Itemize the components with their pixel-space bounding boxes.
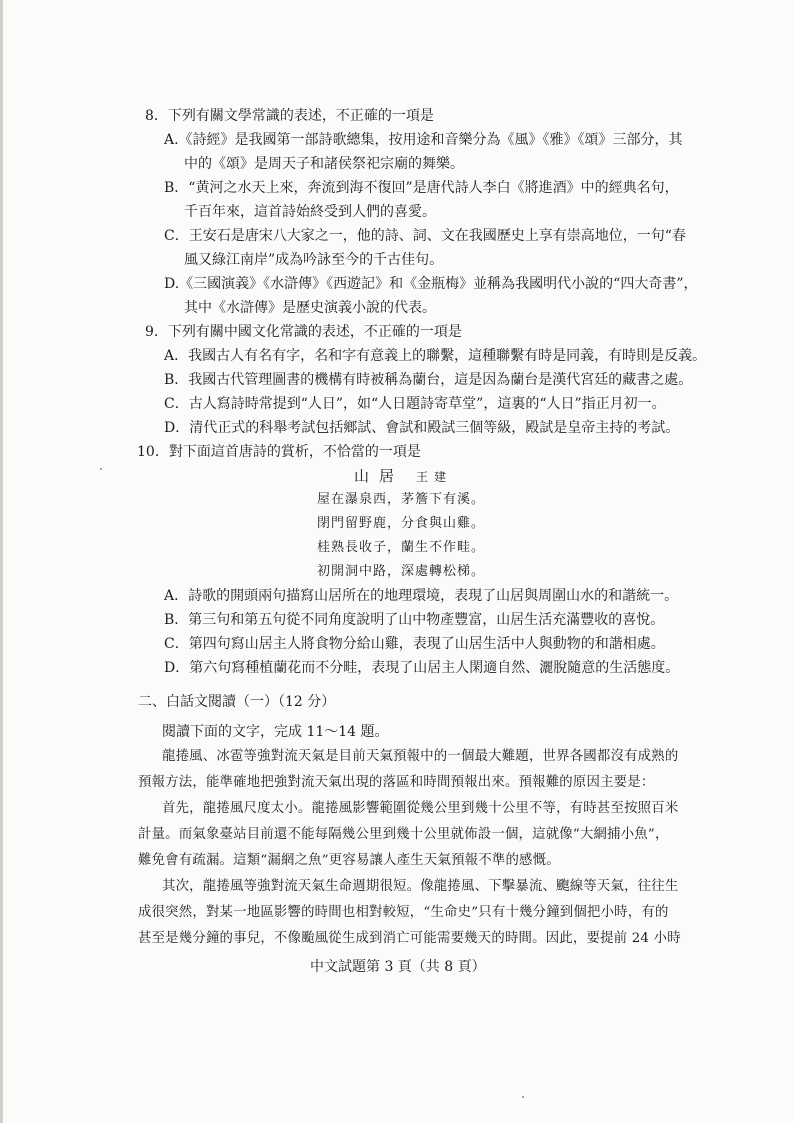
poem-title: 山居 bbox=[354, 467, 405, 485]
passage-line: 難免會有疏漏。這類“漏網之魚”更容易讓人產生天氣預報不準的感慨。 bbox=[138, 853, 560, 868]
page-footer: 中文試題第 3 頁（共 8 頁） bbox=[310, 959, 486, 975]
passage-line: 計量。而氣象臺站目前還不能每隔幾公里到幾十公里就佈設一個，這就像“大網捕小魚”， bbox=[138, 827, 669, 842]
poem-line: 桂熟長收子，蘭生不作畦。 bbox=[317, 540, 486, 555]
section-heading: 二、白話文閱讀（一）（12 分） bbox=[138, 694, 336, 710]
question-9-option-d: D．清代正式的科舉考試包括鄉試、會試和殿試三個等級，殿試是皇帝主持的考試。 bbox=[164, 420, 680, 436]
scan-edge bbox=[0, 0, 3, 1123]
question-8-option-b-line1: B．“黄河之水天上來，奔流到海不復回”是唐代詩人李白《將進酒》中的經典名句， bbox=[164, 180, 679, 196]
question-10-option-d: D．第六句寫種植蘭花而不分畦，表現了山居主人閑適自然、灑脫隨意的生活態度。 bbox=[164, 660, 680, 676]
poem-author: 王建 bbox=[416, 470, 453, 484]
question-8-option-c-line1: C．王安石是唐宋八大家之一，他的詩、詞、文在我國歷史上享有崇高地位，一句“春 bbox=[164, 228, 686, 244]
poem-line: 屋在瀑泉西，茅簷下有溪。 bbox=[317, 492, 486, 507]
question-9-option-b: B．我國古代管理圖書的機構有時被稱為蘭台，這是因為蘭台是漢代宮廷的藏書之處。 bbox=[164, 372, 693, 388]
question-10-stem: 10．對下面這首唐詩的賞析，不恰當的一項是 bbox=[137, 444, 421, 460]
question-9-option-a: A．我國古人有名有字，名和字有意義上的聯繫，這種聯繫有時是同義，有時則是反義。 bbox=[164, 348, 707, 364]
question-10-option-b: B．第三句和第五句從不同角度說明了山中物產豐富，山居生活充滿豐收的喜悅。 bbox=[164, 612, 665, 628]
poem-heading bbox=[354, 467, 452, 486]
poem-line: 初開洞中路，深處轉松梯。 bbox=[317, 564, 486, 579]
passage-line: 成很突然，對某一地區影響的時間也相對較短，“生命史”只有十幾分鐘到個把小時，有的 bbox=[138, 905, 669, 920]
passage-line: 其次，龍捲風等強對流天氣生命週期很短。像龍捲風、下擊暴流、颮線等天氣，往往生 bbox=[162, 879, 679, 894]
question-9-stem: 9．下列有關中國文化常識的表述，不正確的一項是 bbox=[145, 324, 462, 340]
question-8-option-c-line2: 風又綠江南岸”成為吟詠至今的千古佳句。 bbox=[184, 252, 444, 268]
question-10-option-c: C．第四句寫山居主人將食物分給山雞，表現了山居生活中人與動物的和諧相處。 bbox=[164, 636, 665, 652]
question-8-option-d-line2: 其中《水滸傳》是歷史演義小說的代表。 bbox=[184, 300, 436, 316]
poem-line: 閉門留野鹿，分食與山雞。 bbox=[317, 516, 486, 531]
passage-line: 首先，龍捲風尺度太小。龍捲風影響範圍從幾公里到幾十公里不等，有時甚至按照百米 bbox=[162, 801, 679, 816]
question-8-stem: 8．下列有關文學常識的表述，不正確的一項是 bbox=[145, 108, 434, 124]
question-8-option-b-line2: 千百年來，這首詩始終受到人們的喜愛。 bbox=[184, 204, 436, 220]
scan-speck bbox=[100, 468, 102, 470]
question-8-option-a-line2: 中的《頌》是周天子和諸侯祭祀宗廟的舞樂。 bbox=[184, 156, 464, 172]
question-8-option-a-line1: A.《詩經》是我國第一部詩歌總集，按用途和音樂分為《風》《雅》《頌》三部分，其 bbox=[164, 132, 683, 148]
scan-speck bbox=[522, 1096, 524, 1098]
section-instruction: 閱讀下面的文字，完成 11～14 題。 bbox=[162, 724, 389, 740]
question-10-option-a: A．詩歌的開頭兩句描寫山居所在的地理環境，表現了山居與周圍山水的和諧統一。 bbox=[164, 588, 679, 604]
question-8-option-d-line1: D.《三國演義》《水滸傳》《西遊記》和《金瓶梅》並稱為我國明代小說的“四大奇書”， bbox=[164, 276, 698, 292]
passage-line: 預報方法，能準確地把強對流天氣出現的落區和時間預報出來。預報難的原因主要是： bbox=[138, 775, 655, 790]
passage-line: 龍捲風、冰雹等強對流天氣是目前天氣預報中的一個最大難題，世界各國都沒有成熟的 bbox=[162, 749, 679, 764]
question-9-option-c: C．古人寫詩時常提到“人日”，如“人日題詩寄草堂”，這裏的“人日”指正月初一。 bbox=[164, 396, 666, 412]
passage-line: 甚至是幾分鐘的事兒，不像颱風從生成到消亡可能需要幾天的時間。因此，要提前 24 小時 bbox=[138, 931, 681, 946]
